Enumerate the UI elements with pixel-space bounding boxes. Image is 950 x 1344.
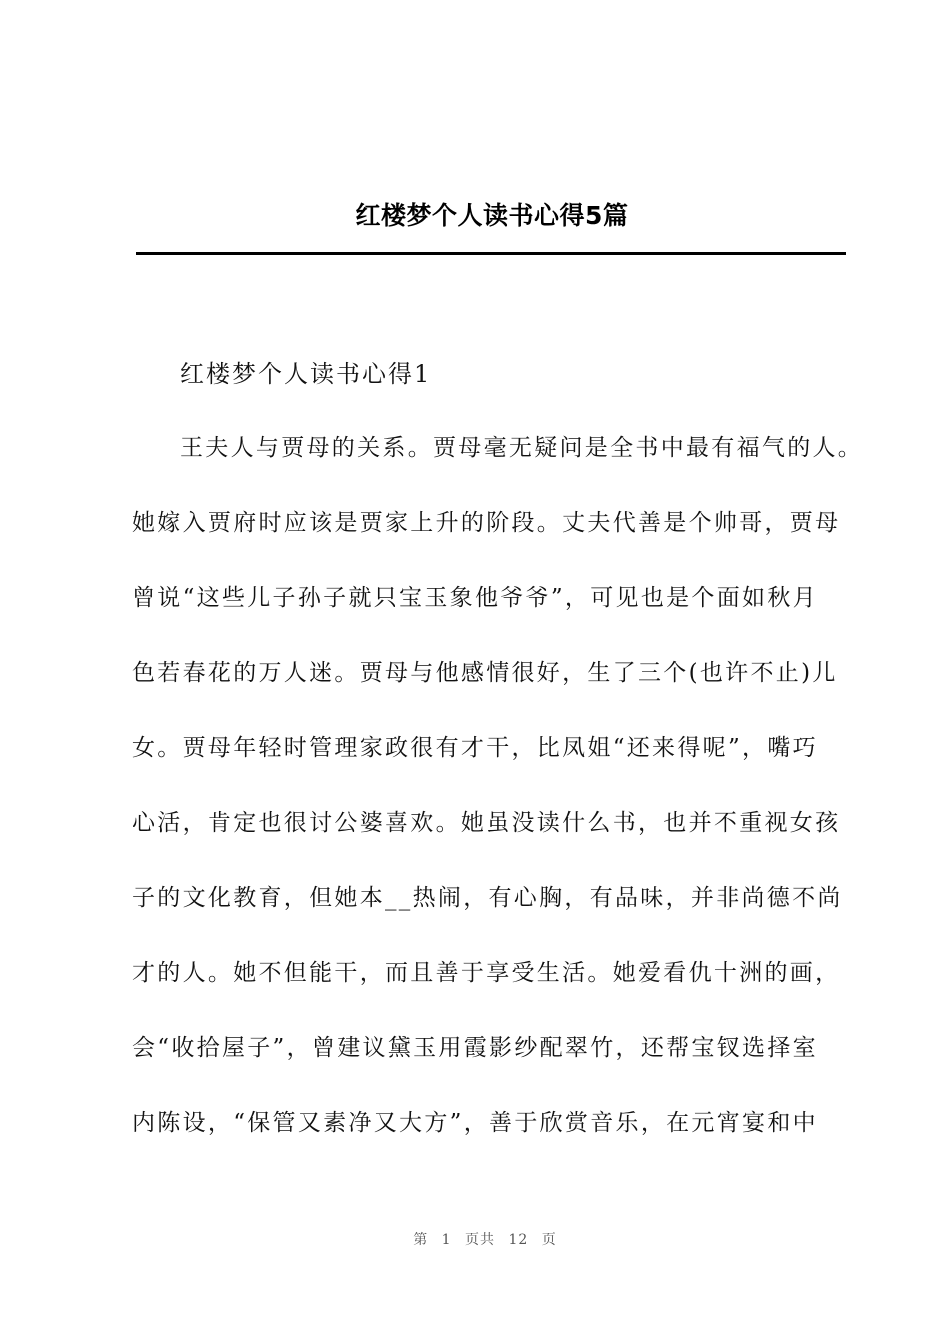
paragraph-line: 心活，肯定也很讨公婆喜欢。她虽没读什么书，也并不重视女孩 <box>132 810 841 836</box>
paragraph-line: 女。贾母年轻时管理家政很有才干，比凤姐“还来得呢”，嘴巧 <box>132 735 818 761</box>
title-underline <box>136 252 846 255</box>
paragraph-line: 会“收拾屋子”，曾建议黛玉用霞影纱配翠竹，还帮宝钗选择室 <box>132 1035 818 1061</box>
document-title: 红楼梦个人读书心得5篇 <box>355 201 629 230</box>
paragraph-line: 子的文化教育，但她本__热闹，有心胸，有品味，并非尚德不尚 <box>132 885 843 911</box>
paragraph-line: 才的人。她不但能干，而且善于享受生活。她爱看仇十洲的画， <box>132 960 841 986</box>
paragraph-line: 王夫人与贾母的关系。贾母毫无疑问是全书中最有福气的人。 <box>180 435 864 461</box>
paragraph-line: 她嫁入贾府时应该是贾家上升的阶段。丈夫代善是个帅哥，贾母 <box>132 510 841 536</box>
section-heading: 红楼梦个人读书心得1 <box>180 360 432 388</box>
paragraph-line: 色若春花的万人迷。贾母与他感情很好，生了三个(也许不止)儿 <box>132 660 838 686</box>
paragraph-line: 内陈设，“保管又素净又大方”，善于欣赏音乐，在元宵宴和中 <box>132 1110 818 1136</box>
paragraph-line: 曾说“这些儿子孙子就只宝玉象他爷爷”，可见也是个面如秋月 <box>132 585 818 611</box>
page-footer: 第 1 页共 12 页 <box>413 1232 557 1248</box>
